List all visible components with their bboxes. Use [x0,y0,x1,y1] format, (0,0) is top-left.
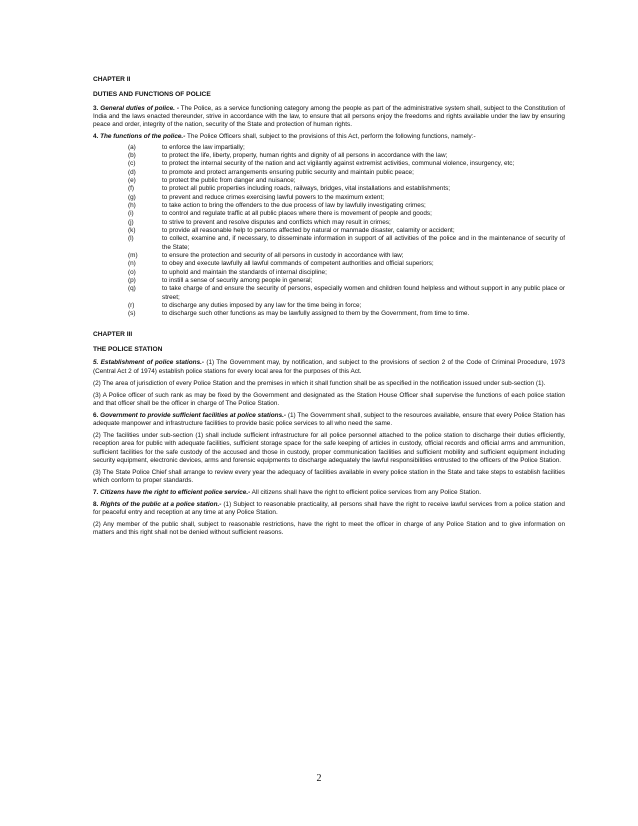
section-4-text: The Police Officers shall, subject to the provisions of this Act, perform the following functions, namely:- [185,133,476,141]
function-item-label: (n) [128,260,136,268]
section-4-number: 4. [93,133,99,141]
function-item-text: to uphold and maintain the standards of internal discipline; [162,268,327,276]
function-item-label: (p) [128,277,136,285]
function-item-label: (q) [128,285,136,293]
function-item-label: (d) [128,168,136,176]
section-6 [93,412,565,429]
section-6-subsection-3: (3) The State Police Chief shall arrange to review every year the adequacy of facilities available in every police station in the State and take steps to establish facilities which conform to proper standards. [93,468,565,485]
function-list-item [93,277,565,285]
function-list-item [93,269,565,277]
section-8-text: (1) Subject to reasonable practicality, all persons shall have the right to receive lawful services from a police station and for peaceful entry and reception at any time at any Police Station. [93,500,565,517]
function-item-text: to protect the public from danger and nuisance; [162,176,296,184]
section-3-text: The Police, as a service functioning category among the people as part of the administrative system shall, subject to the Constitution of India and the laws enacted thereunder, strive in accordance with the law, to ensure that all persons enjoy the freedoms and rights available under the law by ensuring peace and order, integrity of the nation, security of the State and protection of human rights. [93,104,565,129]
function-item-text: to strive to prevent and resolve disputes and conflicts which may result in crimes; [162,218,391,226]
function-list-item [93,302,565,310]
function-list-item [93,144,565,152]
function-list-item [93,210,565,218]
section-3-title: General duties of police. [100,104,175,112]
function-list-item [93,185,565,193]
function-item-text: to protect the internal security of the nation and act vigilantly against extremist activities, communal violence, insurgency, etc; [162,160,515,168]
function-item-label: (e) [128,176,136,184]
function-list-item [93,194,565,202]
section-3-dash: - [174,104,179,112]
section-5-number: 5. [93,359,99,367]
function-item-text: to protect the life, liberty, property, human rights and dignity of all persons in accordance with the law; [162,151,448,159]
function-item-text: to promote and protect arrangements ensuring public security and maintain public peace; [162,168,414,176]
function-item-text: to provide all reasonable help to persons affected by natural or manmade disaster, calamity or accident; [162,227,455,234]
function-list-item [93,260,565,268]
section-7-text: All citizens shall have the right to efficient police services from any Police Station. [250,488,482,496]
function-item-text: to collect, examine and, if necessary, to disseminate information in support of all activities of the police and in the maintenance of security of the State; [162,235,565,251]
function-list-item [93,285,565,302]
section-5-text: (1) The Government may, by notification, and subject to the provisions of section 2 of the Code of Criminal Procedure, 1973 (Central Act 2 of 1974) establish police stations for every local area for the purposes of this Act. [93,359,565,375]
function-item-text: to discharge such other functions as may be lawfully assigned to them by the Government, from time to time. [162,310,470,318]
function-item-label: (l) [128,235,134,243]
function-item-text: to ensure the protection and security of all persons in custody in accordance with law; [162,252,404,260]
function-item-label: (j) [128,218,134,226]
section-3-number: 3. [93,104,99,112]
chapter-2-subheading: DUTIES AND FUNCTIONS OF POLICE [93,91,211,99]
function-item-text: to discharge any duties imposed by any law for the time being in force; [162,302,362,310]
section-6-number: 6. [93,411,99,419]
section-7-number: 7. [93,488,99,496]
function-item-text: to take charge of and ensure the security of persons, especially women and children found helpless and without support in any public place or street; [162,285,565,301]
section-8-subsection-2: (2) Any member of the public shall, subject to reasonable restrictions, have the right to meet the officer in charge of any Police Station and to give information on matters and this right shall not be denied without sufficient reasons. [93,520,565,537]
page-number: 2 [316,773,322,784]
section-5 [93,359,565,376]
section-6-text: (1) The Government shall, subject to the resources available, ensure that every Police Station has adequate manpower and infrastructure facilities to provide basic police services to all who need the same. [93,411,565,428]
function-list-item [93,152,565,160]
section-4-function-list [93,144,565,319]
section-5-title: Establishment of police stations.- [100,359,205,367]
function-item-text: to enforce the law impartially; [162,143,245,151]
function-item-text: to prevent and reduce crimes exercising lawful powers to the maximum extent; [162,193,384,201]
function-item-label: (b) [128,151,136,159]
function-list-item [93,310,565,318]
function-item-label: (c) [128,160,136,168]
function-item-text: to obey and execute lawfully all lawful commands of competent authorities and official superiors; [162,260,434,268]
function-item-label: (i) [128,210,134,218]
page-content [93,76,565,538]
function-item-label: (o) [128,268,136,276]
function-list-item [93,169,565,177]
function-item-label: (a) [128,143,136,151]
section-5-subsection-3: (3) A Police officer of such rank as may be fixed by the Government and designated as the Station House Officer shall supervise the functions of each police station and that officer shall be the officer in charge of The Police Station. [93,391,565,407]
chapter-3-heading: CHAPTER III [93,330,133,338]
function-item-label: (f) [128,185,135,193]
function-item-text: to protect all public properties including roads, railways, bridges, vital installations and establishments; [162,185,451,193]
function-list-item [93,160,565,168]
function-list-item [93,219,565,227]
section-4-title: The functions of the police.- [100,133,186,141]
function-item-label: (h) [128,201,136,209]
section-6-title: Government to provide sufficient facilities at police stations.- [100,411,287,419]
section-3 [93,105,565,130]
function-list-item [93,252,565,260]
chapter-2-heading: CHAPTER II [93,76,131,83]
function-list-item [93,202,565,210]
function-list-item [93,177,565,185]
function-item-label: (g) [128,193,136,201]
section-8 [93,501,565,518]
chapter-3-subheading: THE POLICE STATION [93,346,163,354]
function-item-label: (k) [128,227,136,234]
section-7 [93,489,565,497]
section-7-title: Citizens have the right to efficient police service.- [100,488,251,496]
function-item-label: (m) [128,252,138,260]
function-item-text: to take action to bring the offenders to the due process of law by lawfully investigating crimes; [162,201,426,209]
function-list-item [93,227,565,235]
function-list-item [93,235,565,252]
section-6-subsection-2: (2) The facilities under sub-section (1) shall include sufficient infrastructure for all police personnel attached to the police station to discharge their duties efficiently, reception area for public with adequate facilities, sufficient storage space for the safe keeping of articles in custody, official records and official arms and ammunition, sufficient facilities for the safe custody of the accused and those in custody, proper communication facilities and sufficient mobility and sufficient equipment including security equipment, electronic devices, arms and forensic equipments to discharge adequately the lawful responsibilities entrusted to the officers of the Police Station. [93,431,565,464]
function-item-label: (r) [128,302,135,310]
function-item-label: (s) [128,310,136,318]
section-4 [93,133,565,141]
function-item-text: to control and regulate traffic at all public places where there is movement of people and goods; [162,210,432,218]
section-8-title: Rights of the public at a police station.- [100,500,222,508]
section-5-subsection-2: (2) The area of jurisdiction of every Police Station and the premises in which it shall function shall be as specified in the notification issued under sub-section (1). [93,379,546,387]
section-8-number: 8. [93,500,99,508]
function-item-text: to instill a sense of security among people in general; [162,277,313,285]
